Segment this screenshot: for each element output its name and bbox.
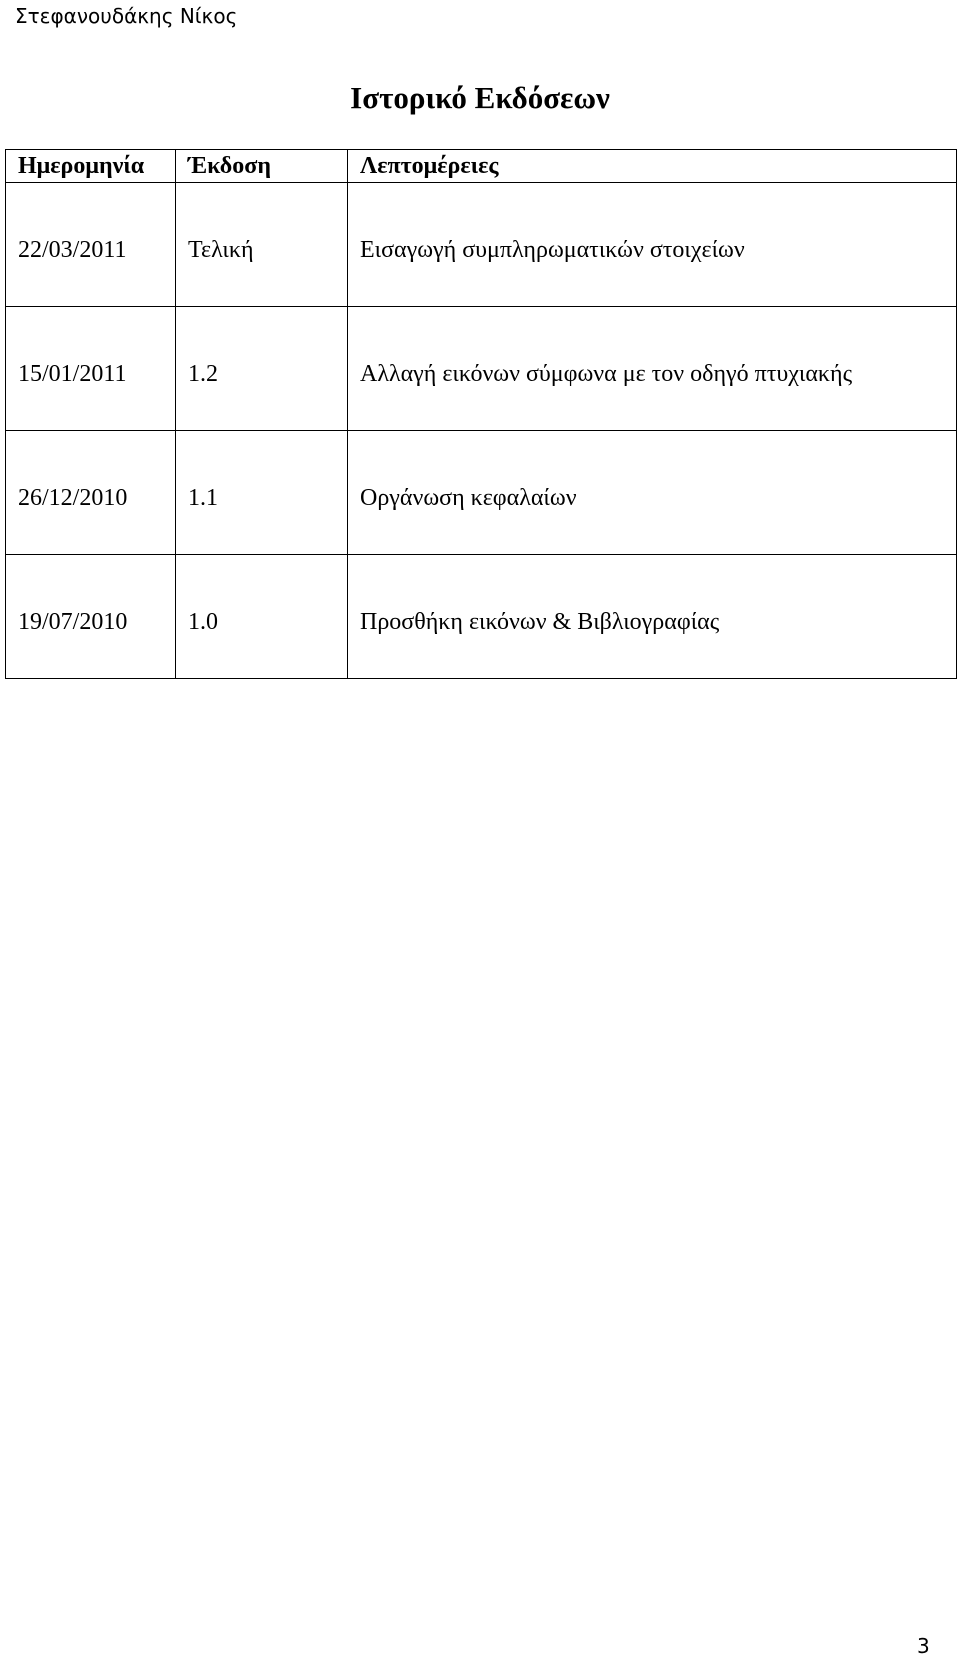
table-row [6, 183, 957, 307]
table-row [6, 431, 957, 555]
table-row [6, 307, 957, 431]
cell-date: 19/07/2010 [6, 555, 176, 679]
table-row [6, 555, 957, 679]
cell-version: 1.0 [176, 555, 348, 679]
page-number: 3 [917, 1634, 930, 1658]
column-header-details: Λεπτομέρειες [348, 150, 957, 183]
cell-version: 1.1 [176, 431, 348, 555]
column-header-version: Έκδοση [176, 150, 348, 183]
page-header-author: Στεφανουδάκης Νίκος [15, 4, 238, 28]
cell-details: Προσθήκη εικόνων & Βιβλιογραφίας [348, 555, 957, 679]
cell-date: 15/01/2011 [6, 307, 176, 431]
column-header-date: Ημερομηνία [6, 150, 176, 183]
cell-details: Οργάνωση κεφαλαίων [348, 431, 957, 555]
cell-version: Τελική [176, 183, 348, 307]
version-history-table [5, 149, 957, 679]
table-header-row [6, 150, 957, 183]
cell-details: Αλλαγή εικόνων σύμφωνα με τον οδηγό πτυχιακής [348, 307, 957, 431]
cell-date: 26/12/2010 [6, 431, 176, 555]
page-title: Ιστορικό Εκδόσεων [350, 80, 610, 115]
cell-version: 1.2 [176, 307, 348, 431]
cell-date: 22/03/2011 [6, 183, 176, 307]
cell-details: Εισαγωγή συμπληρωματικών στοιχείων [348, 183, 957, 307]
